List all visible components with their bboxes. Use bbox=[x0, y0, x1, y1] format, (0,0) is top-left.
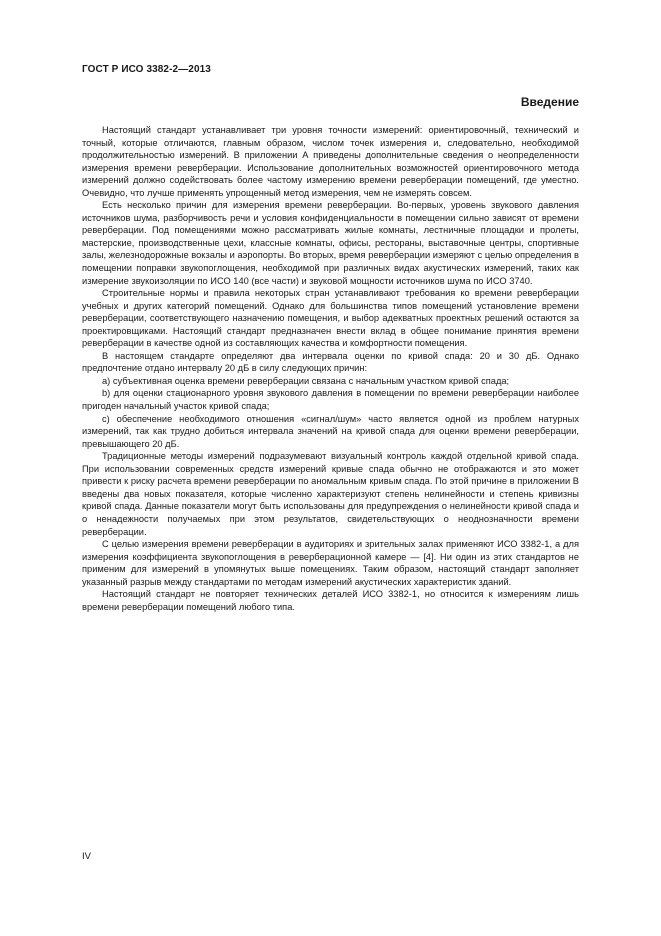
section-title: Введение bbox=[520, 95, 579, 109]
list-item: b) для оценки стационарного уровня звукового давления в помещении по времени реверберации наиболее пригоден начальный участок кривой спада; bbox=[82, 388, 579, 412]
paragraph: Строительные нормы и правила некоторых стран устанавливают требования ко времени реверберации учебных и других категорий помещений. Однако для большинства типов помещений установление времени реверберации, соответствующего назначению помещения, и выбор адекватных проектных решений остаются за проектировщиками. Настоящий стандарт предназначен внести вклад в общее понимание принятия времени реверберации в качестве одной из составляющих качества и комфортности помещения. bbox=[82, 288, 579, 349]
paragraph: Настоящий стандарт устанавливает три уровня точности измерений: ориентировочный, технический и точный, которые отличаются, главным образом, числом точек измерения и, следовательно, необходимой продолжительностью измерений. В приложении А приведены дополнительные сведения о неопределенности измерения времени реверберации. Использование дополнительных возможностей ориентировочного метода измерений должно содействовать более частому измерению времени реверберации помещений, где уместно. Очевидно, что лучше применять упрощенный метод измерения, чем не измерять совсем. bbox=[82, 125, 579, 198]
paragraph: Настоящий стандарт не повторяет технических деталей ИСО 3382-1, но относится к измерениям лишь времени реверберации помещений любого типа. bbox=[82, 589, 579, 612]
standard-code-header: ГОСТ Р ИСО 3382-2—2013 bbox=[82, 64, 211, 75]
introduction-body bbox=[82, 124, 579, 613]
list-item: a) субъективная оценка времени реверберации связана с начальным участком кривой спада; bbox=[102, 375, 510, 386]
list-item: c) обеспечение необходимого отношения «сигнал/шум» часто является одной из проблем натурных измерений, так как трудно добиться интервала значений на кривой спада для оценки времени реверберации, превышающего 20 дБ. bbox=[82, 413, 579, 449]
page-number: IV bbox=[82, 851, 91, 862]
paragraph: Традиционные методы измерений подразумевают визуальный контроль каждой отдельной кривой спада. При использовании современных средств измерений кривые спада обычно не отображаются и это может привести к риску расчета времени реверберации по аномальным кривым спада. По этой причине в приложении В введены два новых показателя, которые численно характеризуют степень нелинейности и степень кривизны кривой спада. Данные показатели могут быть использованы для предупреждения о нелинейности кривой спада и о ненадежности получаемых при этом результатов, свидетельствующих о неоднозначности времени реверберации. bbox=[82, 451, 579, 537]
paragraph: В настоящем стандарте определяют два интервала оценки по кривой спада: 20 и 30 дБ. Однако предпочтение отдано интервалу 20 дБ в силу следующих причин: bbox=[82, 350, 579, 374]
paragraph: С целью измерения времени реверберации в аудиториях и зрительных залах применяют ИСО 3382-1, а для измерения коэффициента звукопоглощения в реверберационной камере — [4]. Ни один из этих стандартов не применим для измерений в упомянутых выше помещениях. Таким образом, настоящий стандарт заполняет указанный разрыв между стандартами по методам измерений акустических характеристик зданий. bbox=[82, 539, 579, 587]
paragraph: Есть несколько причин для измерения времени реверберации. Во-первых, уровень звукового давления источников шума, разборчивость речи и условия конфиденциальности в помещении сильно зависят от времени реверберации. Под помещениями можно рассматривать жилые комнаты, лестничные площадки и пролеты, мастерские, производственные цехи, классные комнаты, офисы, рестораны, выставочные центры, спортивные залы, железнодорожные вокзалы и аэропорты. Во вторых, время реверберации измеряют с целью определения в помещении поправки звукопоглощения, необходимой при различных видах акустических измерений, таких как измерение звукоизоляции по ИСО 140 (все части) и звуковой мощности источников шума по ИСО 3740. bbox=[82, 200, 579, 286]
